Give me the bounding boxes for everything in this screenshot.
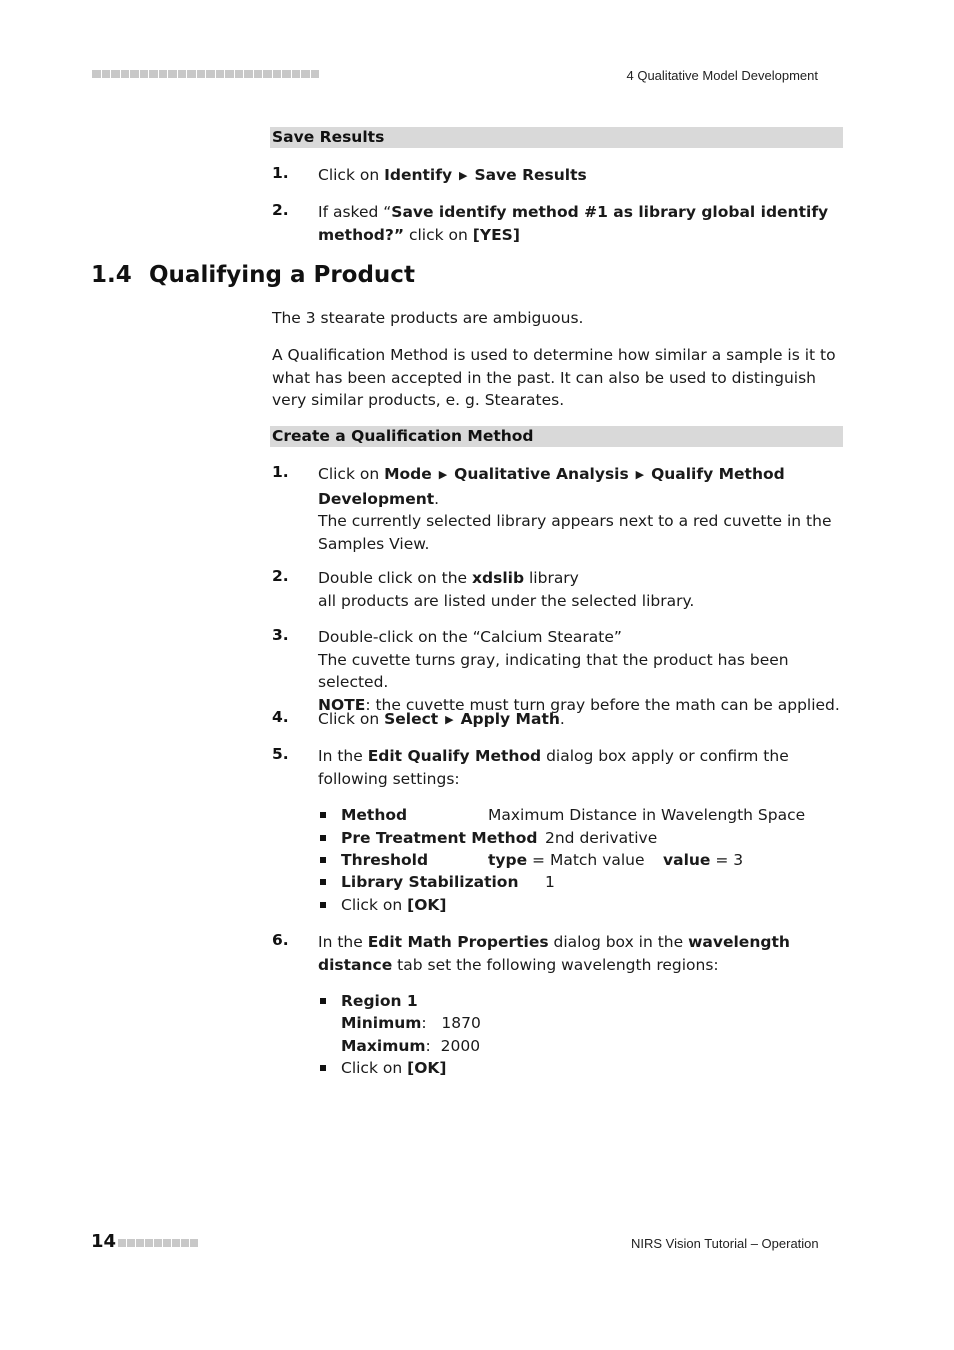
intro-paragraph-2: A Qualification Method is used to determine how similar a sample is it to what has been accepted in the past. It can also be used to distinguish very similar products, e. g. Stearates.	[272, 346, 836, 409]
square-bullet-icon	[320, 835, 326, 841]
intro-paragraph-1: The 3 stearate products are ambiguous.	[272, 309, 584, 327]
square-bullet-icon	[320, 812, 326, 818]
step-number: 1.	[272, 164, 289, 182]
create-method-heading: Create a Qualification Method	[270, 426, 843, 447]
step-number: 1.	[272, 463, 289, 481]
square-bullet-icon	[320, 998, 326, 1004]
header-decoration	[92, 70, 319, 78]
save-results-heading: Save Results	[270, 127, 843, 148]
create-step-5: In the Edit Qualify Method dialog box apply or confirm the following settings:	[318, 747, 789, 788]
create-step-4: Click on Select ▶ Apply Math.	[318, 710, 565, 728]
step-number: 6.	[272, 931, 289, 949]
section-heading: 1.4 Qualifying a Product	[91, 262, 415, 288]
step-number: 2.	[272, 567, 289, 585]
running-header: 4 Qualitative Model Development	[626, 68, 818, 83]
create-step-2: Double click on the xdslib library all products are listed under the selected library.	[318, 569, 695, 610]
square-bullet-icon	[320, 879, 326, 885]
square-bullet-icon	[320, 1065, 326, 1071]
page-number: 14	[91, 1231, 117, 1252]
save-step-1: Click on Identify ▶ Save Results	[318, 166, 587, 184]
create-step-3: Double-click on the “Calcium Stearate” The cuvette turns gray, indicating that the product has been selected. NOTE: the cuvette must turn gray before the math can be applied.	[318, 628, 840, 714]
running-footer: NIRS Vision Tutorial – Operation	[631, 1236, 819, 1251]
step-number: 4.	[272, 708, 289, 726]
step-number: 5.	[272, 745, 289, 763]
step-number: 3.	[272, 626, 289, 644]
right-triangle-icon: ▶	[635, 468, 645, 481]
right-triangle-icon: ▶	[438, 468, 448, 481]
square-bullet-icon	[320, 857, 326, 863]
right-triangle-icon: ▶	[459, 169, 468, 182]
footer-decoration	[118, 1239, 198, 1247]
square-bullet-icon	[320, 902, 326, 908]
create-step-6: In the Edit Math Properties dialog box in the wavelength distance tab set the following wavelength regions:	[318, 933, 790, 974]
save-step-2: If asked “Save identify method #1 as library global identify method?” click on [YES]	[318, 203, 829, 244]
step-number: 2.	[272, 201, 289, 219]
right-triangle-icon: ▶	[445, 713, 454, 726]
create-step-1: Click on Mode ▶ Qualitative Analysis ▶ Qualify Method Development. The currently selected library appears next to a red cuvette in the Samples View.	[318, 465, 832, 553]
